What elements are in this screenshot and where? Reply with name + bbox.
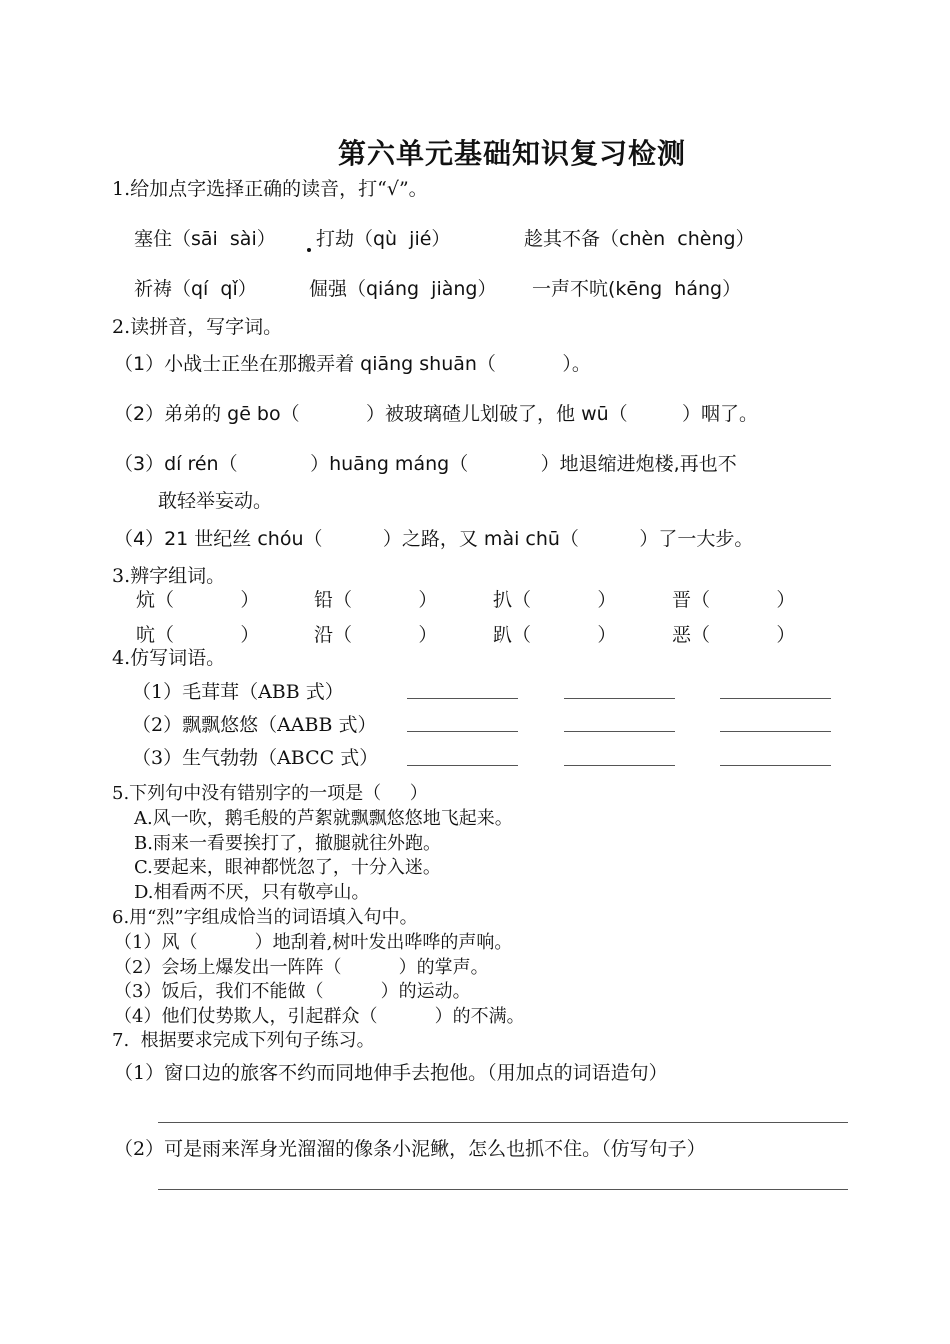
q3-item: 炕（ ）	[136, 589, 260, 611]
q1-item: 祈祷（qí qǐ）	[134, 278, 257, 300]
answer-blank[interactable]	[407, 765, 518, 766]
q1-item: 塞住（sāi sài）	[134, 228, 276, 250]
q1-item: 打劫（qù jié）	[316, 228, 451, 250]
answer-blank[interactable]	[720, 698, 831, 699]
q3-item: 扒（ ）	[493, 589, 617, 611]
q2-heading: 2.读拼音，写字词。	[112, 316, 283, 338]
answer-line[interactable]	[158, 1189, 848, 1190]
q6-item: （2）会场上爆发出一阵阵（ ）的掌声。	[114, 957, 489, 978]
q3-item: 沿（ ）	[314, 624, 438, 646]
q3-item: 吭（ ）	[136, 624, 260, 646]
q3-item: 晋（ ）	[672, 589, 796, 611]
q3-heading: 3.辨字组词。	[112, 565, 226, 587]
q1-item: 趁其不备（chèn chèng）	[524, 228, 755, 250]
answer-blank[interactable]	[564, 765, 675, 766]
q6-item: （3）饭后，我们不能做（ ）的运动。	[114, 981, 471, 1002]
answer-blank[interactable]	[564, 731, 675, 732]
q5-option: B.雨来一看要挨打了，撤腿就往外跑。	[134, 833, 441, 854]
answer-blank[interactable]	[720, 765, 831, 766]
q6-item: （1）风（ ）地刮着,树叶发出哗哗的声响。	[114, 932, 513, 953]
q2-line: 敢轻举妄动。	[158, 490, 273, 512]
q3-item: 趴（ ）	[493, 624, 617, 646]
q6-heading: 6.用“烈”字组成恰当的词语填入句中。	[112, 907, 418, 928]
q5-option: D.相看两不厌，只有敬亭山。	[134, 882, 370, 903]
q2-line: （4）21 世纪丝 chóu（ ）之路，又 mài chū（ ）了一大步。	[114, 528, 754, 550]
q5-option: C.要起来，眼神都恍忽了，十分入迷。	[134, 857, 441, 878]
q3-item: 铅（ ）	[314, 589, 438, 611]
answer-blank[interactable]	[407, 698, 518, 699]
emphasis-dot	[307, 248, 311, 252]
q5-option: A.风一吹，鹅毛般的芦絮就飘飘悠悠地飞起来。	[134, 808, 513, 829]
q7-item: （2）可是雨来浑身光溜溜的像条小泥鳅，怎么也抓不住。（仿写句子）	[114, 1138, 706, 1160]
answer-blank[interactable]	[720, 731, 831, 732]
q5-heading: 5.下列句中没有错别字的一项是（ ）	[112, 783, 428, 804]
q3-item: 恶（ ）	[672, 624, 796, 646]
q4-item: （3）生气勃勃（ABCC 式）	[132, 747, 379, 769]
q7-heading: 7. 根据要求完成下列句子练习。	[112, 1030, 375, 1051]
answer-line[interactable]	[158, 1122, 848, 1123]
q7-item: （1）窗口边的旅客不约而同地伸手去抱他。（用加点的词语造句）	[114, 1062, 668, 1084]
answer-blank[interactable]	[407, 731, 518, 732]
q1-item: 一声不吭(kēng háng）	[532, 278, 742, 300]
q1-item: 倔强（qiáng jiàng）	[309, 278, 497, 300]
q4-heading: 4.仿写词语。	[112, 647, 226, 669]
q4-item: （1）毛茸茸（ABB 式）	[132, 681, 344, 703]
q1-heading: 1.给加点字选择正确的读音，打“√”。	[112, 178, 428, 200]
answer-blank[interactable]	[564, 698, 675, 699]
q2-line: （3）dí rén（ ）huāng máng（ ）地退缩进炮楼,再也不	[114, 453, 737, 475]
q2-line: （2）弟弟的 gē bo（ ）被玻璃碴儿划破了，他 wū（ ）咽了。	[114, 403, 759, 425]
q6-item: （4）他们仗势欺人，引起群众（ ）的不满。	[114, 1006, 525, 1027]
q4-item: （2）飘飘悠悠（AABB 式）	[132, 714, 377, 736]
q2-line: （1）小战士正坐在那搬弄着 qiāng shuān（ ）。	[114, 353, 591, 375]
page-title: 第六单元基础知识复习检测	[338, 137, 687, 170]
